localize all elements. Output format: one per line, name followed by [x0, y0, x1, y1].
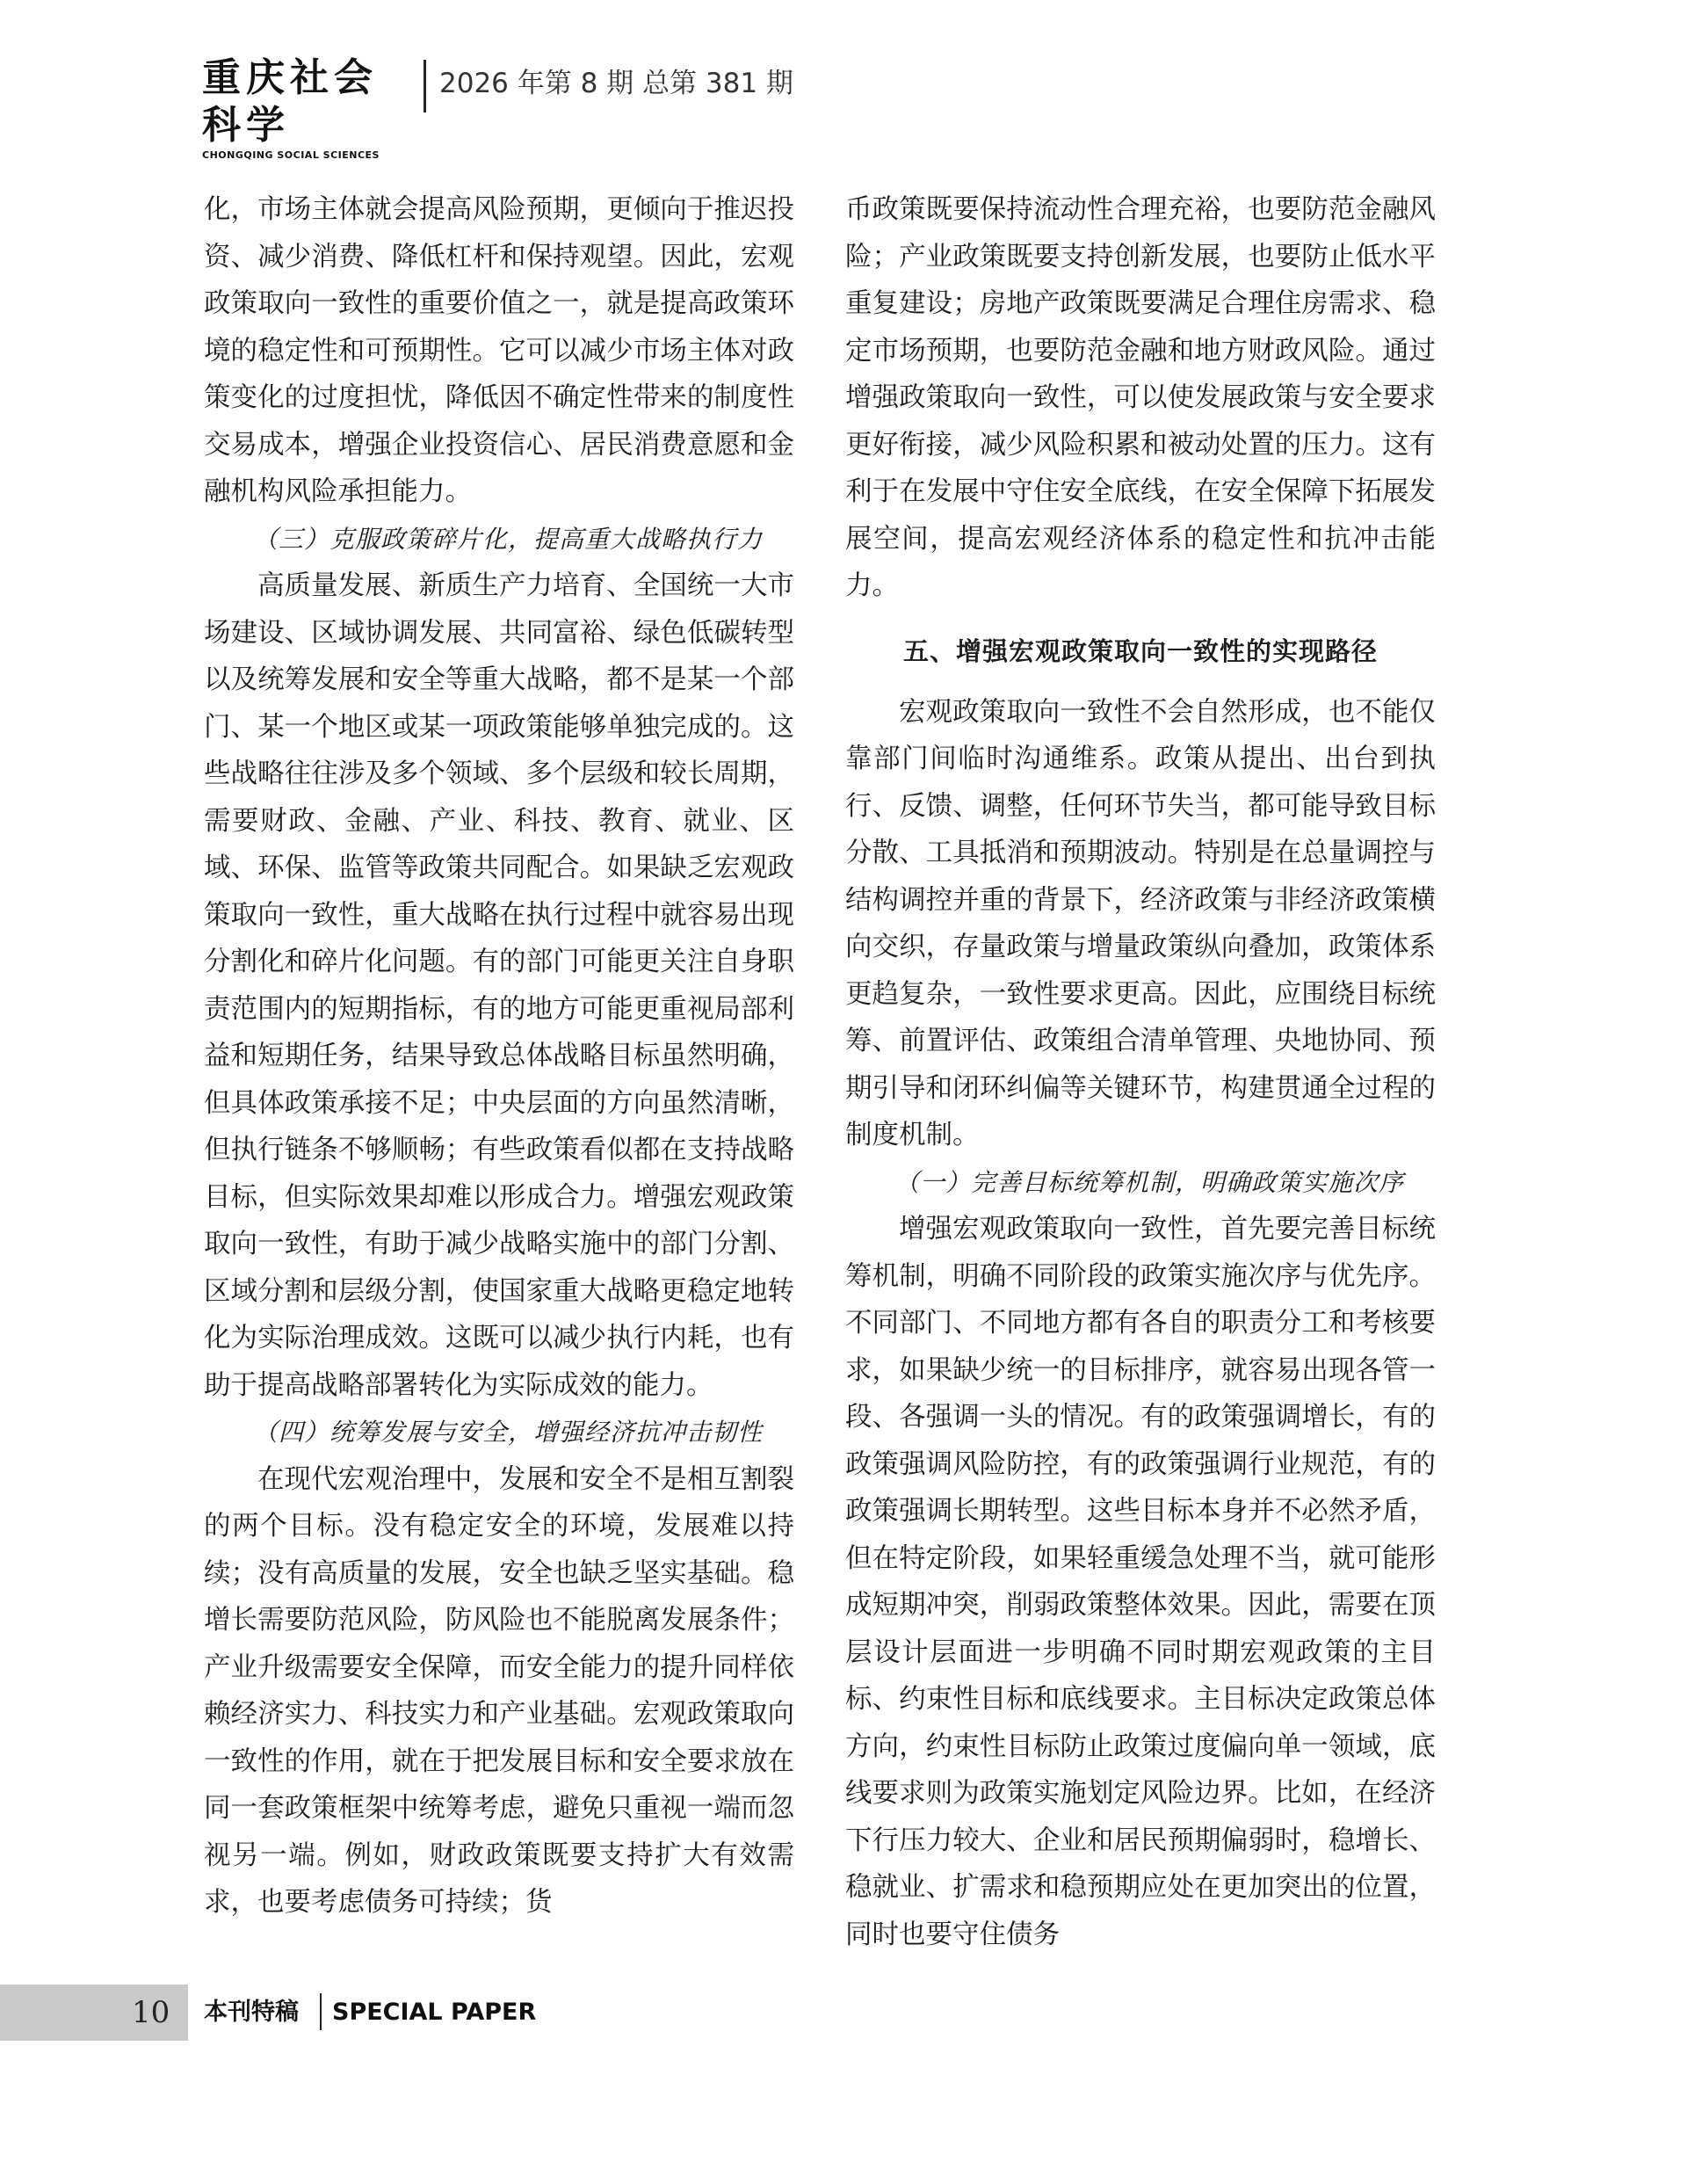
paragraph: 高质量发展、新质生产力培育、全国统一大市场建设、区域协调发展、共同富裕、绿色低碳转型以及统筹发展和安全等重大战略，都不是某一个部门、某一个地区或某一项政策能够单独完成的。这些战略往往涉及多个领域、多个层级和较长周期，需要财政、金融、产业、科技、教育、就业、区域、环保、监管等政策共同配合。如果缺乏宏观政策取向一致性，重大战略在执行过程中就容易出现分割化和碎片化问题。有的部门可能更关注自身职责范围内的短期指标，有的地方可能更重视局部利益和短期任务，结果导致总体战略目标虽然明确，但具体政策承接不足；中央层面的方向虽然清晰，但执行链条不够顺畅；有些政策看似都在支持战略目标，但实际效果却难以形成合力。增强宏观政策取向一致性，有助于减少战略实施中的部门分割、区域分割和层级分割，使国家重大战略更稳定地转化为实际治理成效。这既可以减少执行内耗，也有助于提高战略部署转化为实际成效的能力。	[204, 570, 794, 1401]
left-column	[204, 186, 794, 1926]
section-heading-5: 五、增强宏观政策取向一致性的实现路径	[902, 635, 1378, 666]
subsection-heading-4: （四）统筹发展与安全，增强经济抗冲击韧性	[253, 1418, 764, 1447]
right-column	[845, 186, 1436, 1958]
journal-logo	[202, 54, 413, 162]
paragraph: 增强宏观政策取向一致性，首先要完善目标统筹机制，明确不同阶段的政策实施次序与优先序。不同部门、不同地方都有各自的职责分工和考核要求，如果缺少统一的目标排序，就容易出现各管一段、各强调一头的情况。有的政策强调增长，有的政策强调风险防控，有的政策强调行业规范，有的政策强调长期转型。这些目标本身并不必然矛盾，但在特定阶段，如果轻重缓急处理不当，就可能形成短期冲突，削弱政策整体效果。因此，需要在顶层设计层面进一步明确不同时期宏观政策的主目标、约束性目标和底线要求。主目标决定政策总体方向，约束性目标防止政策过度偏向单一领域，底线要求则为政策实施划定风险边界。比如，在经济下行压力较大、企业和居民预期偏弱时，稳增长、稳就业、扩需求和稳预期应处在更加突出的位置，同时也要守住债务	[845, 1214, 1436, 1950]
header-divider	[424, 60, 426, 112]
journal-title-cn: 重庆社会科学	[202, 55, 378, 148]
paragraph: 宏观政策取向一致性不会自然形成，也不能仅靠部门间临时沟通维系。政策从提出、出台到执行、反馈、调整，任何环节失当，都可能导致目标分散、工具抵消和预期波动。特别是在总量调控与结构调控并重的背景下，经济政策与非经济政策横向交织，存量政策与增量政策纵向叠加，政策体系更趋复杂，一致性要求更高。因此，应围绕目标统筹、前置评估、政策组合清单管理、央地协同、预期引导和闭环纠偏等关键环节，构建贯通全过程的制度机制。	[845, 696, 1436, 1150]
footer-section-cn: 本刊特稿	[204, 1999, 299, 2026]
footer-divider	[320, 1993, 322, 2030]
subsection-heading-3: （三）克服政策碎片化，提高重大战略执行力	[253, 524, 764, 554]
subsection-heading-1: （一）完善目标统筹机制，明确政策实施次序	[894, 1167, 1405, 1197]
journal-title-en: CHONGQING SOCIAL SCIENCES	[202, 149, 380, 161]
footer-section-en: SPECIAL PAPER	[332, 1999, 537, 2026]
paragraph: 化，市场主体就会提高风险预期，更倾向于推迟投资、减少消费、降低杠杆和保持观望。因此，宏观政策取向一致性的重要价值之一，就是提高政策环境的稳定性和可预期性。它可以减少市场主体对政策变化的过度担忧，降低因不确定性带来的制度性交易成本，增强企业投资信心、居民消费意愿和金融机构风险承担能力。	[204, 194, 794, 507]
page-number: 10	[132, 1995, 170, 2030]
paragraph: 在现代宏观治理中，发展和安全不是相互割裂的两个目标。没有稳定安全的环境，发展难以持续；没有高质量的发展，安全也缺乏坚实基础。稳增长需要防范风险，防风险也不能脱离发展条件；产业升级需要安全保障，而安全能力的提升同样依赖经济实力、科技实力和产业基础。宏观政策取向一致性的作用，就在于把发展目标和安全要求放在同一套政策框架中统筹考虑，避免只重视一端而忽视另一端。例如，财政政策既要支持扩大有效需求，也要考虑债务可持续；货	[204, 1463, 794, 1918]
issue-info: 2026 年第 8 期 总第 381 期	[439, 68, 793, 99]
paragraph: 币政策既要保持流动性合理充裕，也要防范金融风险；产业政策既要支持创新发展，也要防止低水平重复建设；房地产政策既要满足合理住房需求、稳定市场预期，也要防范金融和地方财政风险。通过增强政策取向一致性，可以使发展政策与安全要求更好衔接，减少风险积累和被动处置的压力。这有利于在发展中守住安全底线，在安全保障下拓展发展空间，提高宏观经济体系的稳定性和抗冲击能力。	[845, 194, 1436, 601]
